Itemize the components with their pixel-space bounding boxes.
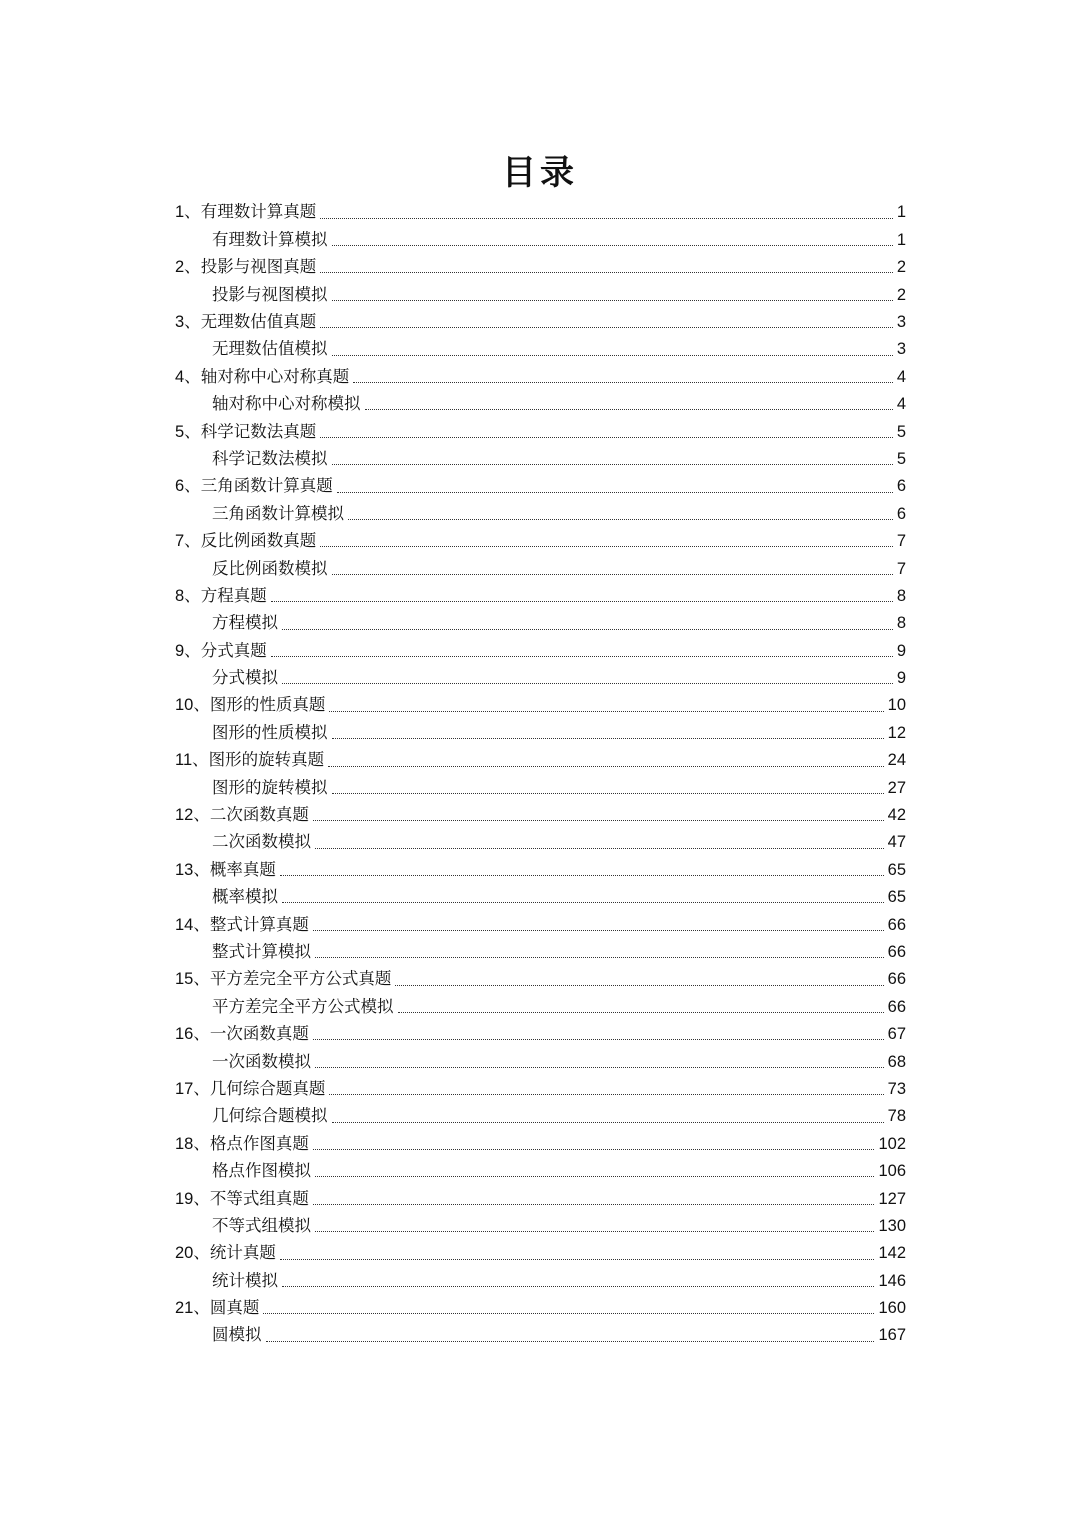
toc-entry-text xyxy=(212,446,330,473)
dot-leader xyxy=(332,574,893,575)
toc-entry-label: 不等式组真题 xyxy=(209,1188,309,1208)
toc-entry-label-group xyxy=(212,1270,280,1290)
dot-leader xyxy=(329,1094,883,1095)
toc-entry-text xyxy=(175,637,269,664)
toc-page-number: 9 xyxy=(894,637,906,664)
toc-entry-text xyxy=(175,911,311,938)
toc-entry-label: 科学记数法真题 xyxy=(200,421,317,441)
toc-entry-text xyxy=(212,555,330,582)
toc-chapter-entry[interactable] xyxy=(0,199,1080,226)
toc-page-number: 4 xyxy=(894,391,906,418)
toc-page-number: 47 xyxy=(885,829,906,856)
dot-leader xyxy=(280,875,884,876)
toc-entry-text xyxy=(175,1076,327,1103)
toc-entry-label: 统计模拟 xyxy=(212,1270,278,1290)
dot-leader xyxy=(320,327,893,328)
toc-entry-number: 8、 xyxy=(175,586,201,605)
toc-entry-text xyxy=(175,1240,278,1267)
toc-page-number: 127 xyxy=(875,1185,906,1212)
toc-page-number: 160 xyxy=(875,1295,906,1322)
toc-entry-label: 投影与视图真题 xyxy=(200,257,317,277)
toc-entry-label: 平方差完全平方公式模拟 xyxy=(212,996,394,1016)
toc-entry-label-group xyxy=(175,314,318,331)
toc-entry-label: 反比例函数模拟 xyxy=(212,558,328,578)
toc-entry-label: 概率模拟 xyxy=(212,887,278,907)
toc-entry-label: 投影与视图模拟 xyxy=(212,284,328,304)
toc-subentry[interactable] xyxy=(0,555,1080,582)
toc-subentry[interactable] xyxy=(0,1267,1080,1294)
toc-entry-label-group xyxy=(175,859,278,879)
toc-entry-label-group xyxy=(175,914,311,934)
dot-leader xyxy=(348,519,893,520)
toc-page-number: 8 xyxy=(894,582,906,609)
toc-entry-label: 整式计算模拟 xyxy=(212,941,311,961)
toc-subentry[interactable] xyxy=(0,610,1080,637)
toc-entry-number: 2、 xyxy=(175,258,201,277)
toc-entry-label: 有理数计算模拟 xyxy=(212,229,328,249)
toc-entry-text xyxy=(175,473,335,500)
toc-entry-label: 有理数计算真题 xyxy=(200,202,317,222)
toc-subentry[interactable] xyxy=(0,281,1080,308)
toc-page-number: 7 xyxy=(894,555,906,582)
toc-subentry[interactable] xyxy=(0,446,1080,473)
dot-leader xyxy=(320,218,893,219)
toc-entry-number: 5、 xyxy=(175,422,201,441)
toc-chapter-entry[interactable] xyxy=(0,747,1080,774)
toc-entry-label-group xyxy=(175,1245,278,1262)
toc-entry-label: 图形的旋转模拟 xyxy=(212,777,328,797)
toc-page-number: 66 xyxy=(885,993,906,1020)
dot-leader xyxy=(328,766,884,767)
toc-entry-label: 几何综合题模拟 xyxy=(212,1106,328,1126)
toc-entry-text xyxy=(212,665,280,692)
toc-page-number: 1 xyxy=(894,226,906,253)
toc-chapter-entry[interactable] xyxy=(0,363,1080,390)
toc-page-number: 73 xyxy=(885,1076,906,1103)
toc-entry-number: 10、 xyxy=(175,696,210,715)
toc-subentry[interactable] xyxy=(0,829,1080,856)
toc-entry-text xyxy=(175,747,326,774)
toc-page-number: 106 xyxy=(875,1158,906,1185)
toc-entry-label-group xyxy=(212,1051,313,1071)
toc-entry-text xyxy=(212,1158,313,1185)
toc-entry-text xyxy=(175,582,269,609)
toc-entry-label: 几何综合题真题 xyxy=(209,1078,326,1098)
toc-page-number: 5 xyxy=(894,446,906,473)
toc-entry-label-group xyxy=(212,722,330,742)
toc-entry-number: 14、 xyxy=(175,915,210,934)
toc-page-number: 42 xyxy=(885,802,906,829)
dot-leader xyxy=(320,437,893,438)
toc-entry-number: 18、 xyxy=(175,1134,210,1153)
toc-page-number: 3 xyxy=(894,309,906,336)
toc-entry-text xyxy=(175,1130,311,1157)
toc-entry-text xyxy=(175,363,351,390)
toc-page-number: 66 xyxy=(885,911,906,938)
dot-leader xyxy=(332,355,893,356)
dot-leader xyxy=(315,848,884,849)
toc-page-number: 10 xyxy=(885,692,906,719)
toc-page-number: 65 xyxy=(885,884,906,911)
toc-entry-label: 方程真题 xyxy=(200,585,267,605)
toc-entry-label-group xyxy=(175,1300,261,1317)
dot-leader xyxy=(329,711,883,712)
toc-entry-label-group xyxy=(212,615,280,632)
toc-entry-text xyxy=(175,199,318,226)
toc-entry-number: 13、 xyxy=(175,860,210,879)
dot-leader xyxy=(315,1231,874,1232)
toc-entry-text xyxy=(212,336,330,363)
toc-subentry[interactable] xyxy=(0,1322,1080,1349)
toc-entry-label: 三角函数计算模拟 xyxy=(212,503,344,523)
dot-leader xyxy=(365,409,893,410)
toc-entry-label-group xyxy=(212,284,330,304)
dot-leader xyxy=(282,1286,874,1287)
dot-leader xyxy=(353,382,893,383)
dot-leader xyxy=(320,546,893,547)
toc-entry-text xyxy=(175,966,393,993)
toc-chapter-entry[interactable] xyxy=(0,1295,1080,1322)
toc-entry-label-group xyxy=(175,1188,311,1208)
toc-subentry[interactable] xyxy=(0,939,1080,966)
toc-entry-number: 20、 xyxy=(175,1244,210,1263)
toc-entry-text xyxy=(212,1267,280,1294)
toc-chapter-entry[interactable] xyxy=(0,637,1080,664)
toc-entry-text xyxy=(175,254,318,281)
toc-entry-number: 21、 xyxy=(175,1299,210,1318)
toc-entry-label-group xyxy=(212,996,396,1016)
toc-page-number: 146 xyxy=(875,1267,906,1294)
dot-leader xyxy=(263,1313,874,1314)
toc-page-number: 65 xyxy=(885,856,906,883)
toc-entry-label-group xyxy=(175,1026,311,1043)
toc-entry-label: 格点作图模拟 xyxy=(212,1161,311,1181)
toc-chapter-entry[interactable] xyxy=(0,1185,1080,1212)
toc-page-number: 27 xyxy=(885,774,906,801)
dot-leader xyxy=(332,738,884,739)
toc-page-number: 142 xyxy=(875,1240,906,1267)
toc-subentry[interactable] xyxy=(0,719,1080,746)
toc-chapter-entry[interactable] xyxy=(0,1076,1080,1103)
toc-entry-number: 19、 xyxy=(175,1189,210,1208)
dot-leader xyxy=(280,1259,875,1260)
toc-chapter-entry[interactable] xyxy=(0,582,1080,609)
toc-entry-number: 4、 xyxy=(175,367,201,386)
dot-leader xyxy=(395,985,883,986)
toc-entry-number: 3、 xyxy=(175,313,201,331)
toc-subentry[interactable] xyxy=(0,665,1080,692)
toc-entry-text xyxy=(212,884,280,911)
toc-page-number: 78 xyxy=(885,1103,906,1130)
dot-leader xyxy=(313,1149,875,1150)
toc-entry-number: 6、 xyxy=(175,477,201,496)
dot-leader xyxy=(271,601,893,602)
toc-entry-text xyxy=(212,1048,313,1075)
toc-entry-label-group xyxy=(212,1327,264,1344)
toc-entry-label-group xyxy=(212,941,313,961)
toc-page-number: 6 xyxy=(894,500,906,527)
toc-entry-label-group xyxy=(175,640,269,660)
toc-entry-label-group xyxy=(175,971,393,988)
toc-page-number: 102 xyxy=(875,1130,906,1157)
toc-page-number: 68 xyxy=(885,1048,906,1075)
toc-entry-label-group xyxy=(175,533,318,550)
dot-leader xyxy=(271,656,893,657)
toc-entry-label-group xyxy=(212,229,330,249)
toc-entry-number: 7、 xyxy=(175,532,201,551)
toc-subentry[interactable] xyxy=(0,993,1080,1020)
dot-leader xyxy=(315,957,884,958)
toc-entry-label: 统计真题 xyxy=(209,1243,276,1263)
toc-entry-text xyxy=(212,939,313,966)
toc-entry-number: 1、 xyxy=(175,203,201,222)
toc-entry-label: 三角函数计算真题 xyxy=(200,476,333,496)
toc-chapter-entry[interactable] xyxy=(0,418,1080,445)
toc-entry-text xyxy=(212,226,330,253)
toc-page-number: 2 xyxy=(894,254,906,281)
toc-entry-label-group xyxy=(175,807,311,824)
toc-page-number: 67 xyxy=(885,1021,906,1048)
toc-entry-number: 11、 xyxy=(175,751,209,770)
dot-leader xyxy=(282,902,884,903)
toc-entry-label-group xyxy=(212,558,330,578)
toc-chapter-entry[interactable] xyxy=(0,254,1080,281)
toc-chapter-entry[interactable] xyxy=(0,692,1080,719)
toc-page-number: 66 xyxy=(885,939,906,966)
toc-entry-label-group xyxy=(212,670,280,687)
toc-page-number: 66 xyxy=(885,966,906,993)
toc-entry-text xyxy=(175,1185,311,1212)
dot-leader xyxy=(282,629,893,630)
toc-subentry[interactable] xyxy=(0,1212,1080,1239)
toc-subentry[interactable] xyxy=(0,500,1080,527)
toc-page-number: 167 xyxy=(875,1322,906,1349)
dot-leader xyxy=(332,300,893,301)
toc-entry-label-group xyxy=(175,697,327,714)
dot-leader xyxy=(266,1341,875,1342)
toc-entry-label-group xyxy=(175,752,326,769)
toc-entry-label: 轴对称中心对称真题 xyxy=(200,366,350,386)
toc-entry-label-group xyxy=(212,777,330,797)
toc-entry-text xyxy=(212,774,330,801)
toc-entry-text xyxy=(212,500,346,527)
toc-entry-label: 图形的性质模拟 xyxy=(212,722,328,742)
toc-entry-label: 科学记数法模拟 xyxy=(212,448,328,468)
toc-chapter-entry[interactable] xyxy=(0,802,1080,829)
toc-entry-label: 分式模拟 xyxy=(212,668,278,688)
toc-entry-number: 12、 xyxy=(175,806,210,825)
dot-leader xyxy=(398,1012,884,1013)
toc-entry-label-group xyxy=(212,1163,313,1180)
toc-page-number: 8 xyxy=(894,610,906,637)
toc-entry-text xyxy=(175,418,318,445)
dot-leader xyxy=(332,793,884,794)
toc-entry-label: 轴对称中心对称模拟 xyxy=(212,394,361,414)
toc-entry-text xyxy=(212,829,313,856)
toc-entry-label: 分式真题 xyxy=(200,640,267,660)
toc-subentry[interactable] xyxy=(0,336,1080,363)
toc-page-number: 130 xyxy=(875,1212,906,1239)
dot-leader xyxy=(337,492,893,493)
toc-entry-text xyxy=(175,802,311,829)
toc-subentry[interactable] xyxy=(0,1158,1080,1185)
toc-chapter-entry[interactable] xyxy=(0,856,1080,883)
toc-entry-label-group xyxy=(175,585,269,605)
toc-subentry[interactable] xyxy=(0,774,1080,801)
dot-leader xyxy=(313,820,884,821)
dot-leader xyxy=(332,245,893,246)
toc-entry-text xyxy=(175,692,327,719)
toc-entry-label-group xyxy=(175,478,335,495)
toc-page-number: 6 xyxy=(894,473,906,500)
toc-entry-text xyxy=(175,528,318,555)
toc-entry-label: 方程模拟 xyxy=(212,613,278,633)
toc-page-number: 4 xyxy=(894,363,906,390)
toc-entry-label-group xyxy=(212,341,330,358)
toc-entry-label: 一次函数真题 xyxy=(209,1024,309,1044)
toc-entry-text xyxy=(175,856,278,883)
dot-leader xyxy=(315,1067,884,1068)
toc-entry-label-group xyxy=(175,366,351,386)
toc-entry-label-group xyxy=(212,1215,313,1235)
table-of-contents xyxy=(0,199,1080,1349)
toc-page-number: 9 xyxy=(894,665,906,692)
toc-entry-label: 概率真题 xyxy=(209,859,276,879)
toc-entry-label-group xyxy=(212,889,280,906)
toc-subentry[interactable] xyxy=(0,1048,1080,1075)
toc-chapter-entry[interactable] xyxy=(0,966,1080,993)
toc-entry-label: 二次函数模拟 xyxy=(212,832,311,852)
toc-subentry[interactable] xyxy=(0,884,1080,911)
toc-entry-number: 17、 xyxy=(175,1079,210,1098)
dot-leader xyxy=(282,683,893,684)
toc-entry-label: 不等式组模拟 xyxy=(212,1215,311,1235)
toc-entry-label-group xyxy=(175,259,318,276)
toc-entry-label: 无理数估值真题 xyxy=(200,312,317,331)
toc-entry-text xyxy=(212,281,330,308)
toc-entry-text xyxy=(212,610,280,637)
toc-page-number: 2 xyxy=(894,281,906,308)
toc-entry-label-group xyxy=(212,448,330,468)
toc-entry-label: 反比例函数真题 xyxy=(200,531,317,551)
dot-leader xyxy=(313,930,884,931)
toc-entry-text xyxy=(212,1212,313,1239)
toc-entry-label: 圆真题 xyxy=(209,1298,260,1318)
toc-entry-label-group xyxy=(175,421,318,441)
toc-entry-text xyxy=(212,391,363,418)
toc-page-number: 7 xyxy=(894,528,906,555)
toc-entry-label-group xyxy=(212,834,313,851)
dot-leader xyxy=(315,1176,874,1177)
toc-entry-text xyxy=(212,1103,330,1130)
toc-entry-label: 无理数估值模拟 xyxy=(212,339,328,359)
toc-entry-label-group xyxy=(175,204,318,221)
toc-page-number: 1 xyxy=(894,199,906,226)
toc-chapter-entry[interactable] xyxy=(0,473,1080,500)
dot-leader xyxy=(332,464,893,465)
toc-entry-label: 格点作图真题 xyxy=(209,1133,309,1153)
toc-entry-label-group xyxy=(175,1078,327,1098)
toc-chapter-entry[interactable] xyxy=(0,1021,1080,1048)
toc-subentry[interactable] xyxy=(0,1103,1080,1130)
toc-entry-text xyxy=(212,719,330,746)
toc-page-number: 12 xyxy=(885,719,906,746)
dot-leader xyxy=(332,1122,884,1123)
toc-chapter-entry[interactable] xyxy=(0,1130,1080,1157)
toc-entry-label: 图形的旋转真题 xyxy=(208,750,325,770)
toc-entry-text xyxy=(175,1021,311,1048)
toc-page-number: 24 xyxy=(885,747,906,774)
toc-page-number: 5 xyxy=(894,418,906,445)
toc-entry-number: 9、 xyxy=(175,641,201,660)
toc-entry-label: 平方差完全平方公式真题 xyxy=(209,969,392,989)
toc-entry-label: 整式计算真题 xyxy=(209,914,309,934)
toc-entry-label-group xyxy=(175,1133,311,1153)
toc-entry-number: 15、 xyxy=(175,970,210,989)
toc-entry-label: 一次函数模拟 xyxy=(212,1051,311,1071)
toc-entry-number: 16、 xyxy=(175,1025,210,1044)
dot-leader xyxy=(320,272,893,273)
toc-entry-text xyxy=(212,1322,264,1349)
toc-chapter-entry[interactable] xyxy=(0,911,1080,938)
toc-chapter-entry[interactable] xyxy=(0,528,1080,555)
toc-page-number: 3 xyxy=(894,336,906,363)
toc-subentry[interactable] xyxy=(0,226,1080,253)
toc-entry-label-group xyxy=(212,396,363,413)
dot-leader xyxy=(313,1039,884,1040)
dot-leader xyxy=(313,1204,875,1205)
toc-entry-label: 圆模拟 xyxy=(212,1325,262,1345)
toc-entry-text xyxy=(212,993,396,1020)
page-title: 目录 xyxy=(502,153,578,193)
toc-entry-text xyxy=(175,309,318,336)
toc-entry-label: 二次函数真题 xyxy=(209,805,309,825)
toc-entry-label-group xyxy=(212,503,346,523)
toc-chapter-entry[interactable] xyxy=(0,1240,1080,1267)
toc-chapter-entry[interactable] xyxy=(0,309,1080,336)
toc-entry-label-group xyxy=(212,1108,330,1125)
toc-entry-label: 图形的性质真题 xyxy=(209,695,326,715)
toc-entry-text xyxy=(175,1295,261,1322)
toc-subentry[interactable] xyxy=(0,391,1080,418)
